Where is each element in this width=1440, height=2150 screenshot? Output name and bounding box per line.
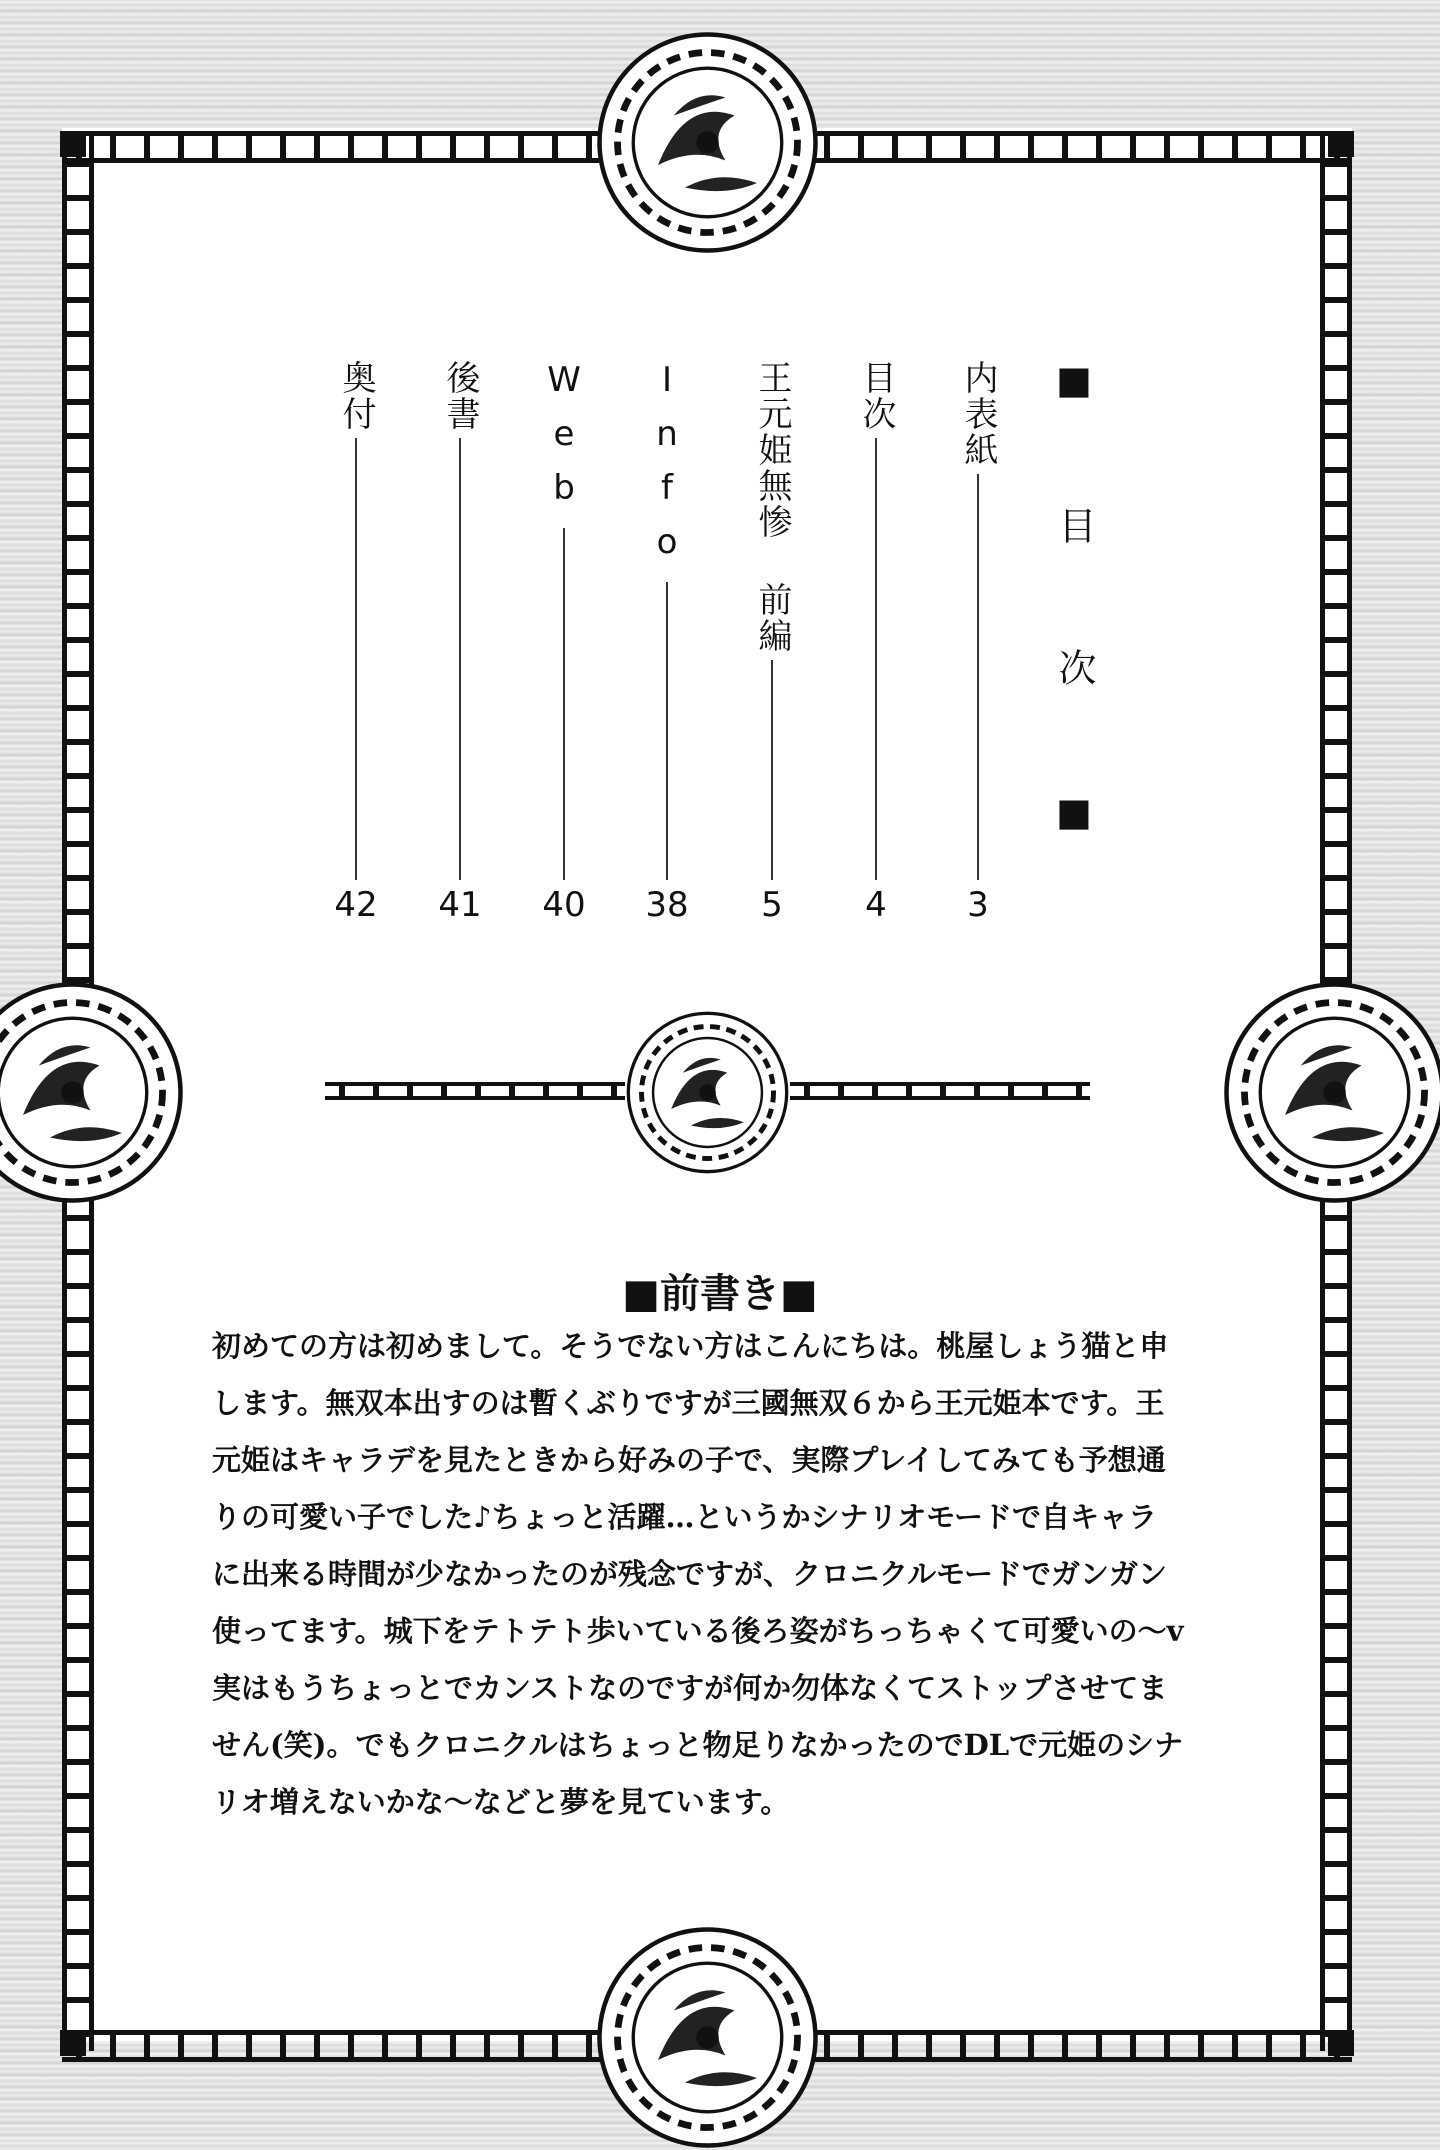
toc-leader-line [563, 528, 565, 880]
frame-corner-bottom-right [1328, 2030, 1354, 2056]
phoenix-medallion-icon [0, 980, 185, 1205]
toc-entry[interactable] [958, 360, 998, 880]
toc-leader-line [977, 474, 979, 880]
toc-entry-title: 王元姫無惨 前編 [752, 360, 792, 654]
preface-line: 元姫はキャラデを見たときから好みの子で、実際プレイしてみても予想通 [212, 1432, 1222, 1489]
phoenix-medallion-icon [625, 1010, 790, 1175]
toc-entry-page: 40 [524, 885, 604, 925]
preface-line: します。無双本出すのは暫くぶりですが三國無双６から王元姫本です。王 [212, 1375, 1222, 1432]
toc-entry[interactable] [440, 360, 480, 880]
toc-entry[interactable] [647, 360, 687, 880]
toc-entry-title: 目次 [856, 360, 896, 432]
toc-leader-line [459, 438, 461, 880]
toc-entry-page: 4 [836, 885, 916, 925]
toc-entry-title: Web [544, 360, 584, 522]
frame-corner-bottom-left [60, 2030, 86, 2056]
center-divider-right [790, 1082, 1090, 1100]
toc-leader-line [666, 582, 668, 880]
preface-heading: ■前書き■ [0, 1262, 1440, 1319]
preface-line: せん(笑)。でもクロニクルはちょっと物足りなかったのでDLで元姫のシナ [212, 1717, 1222, 1774]
toc-entry-page: 3 [938, 885, 1018, 925]
frame-corner-top-right [1328, 131, 1354, 157]
toc-entry-title: 奥付 [336, 360, 376, 432]
toc-entry[interactable] [752, 360, 792, 880]
phoenix-medallion-icon [1222, 980, 1440, 1205]
toc-entry-page: 38 [627, 885, 707, 925]
preface-line: 使ってます。城下をテトテト歩いている後ろ姿がちっちゃくて可愛いの～v [212, 1603, 1222, 1660]
preface-body [212, 1318, 1222, 1831]
toc-entry-page: 41 [420, 885, 500, 925]
toc-leader-line [355, 438, 357, 880]
toc-entry[interactable] [544, 360, 584, 880]
preface-line: りの可愛い子でした♪ちょっと活躍…というかシナリオモードで自キャラ [212, 1489, 1222, 1546]
toc-leader-line [771, 660, 773, 880]
toc-entry-title: 後書 [440, 360, 480, 432]
toc-entry-page: 42 [316, 885, 396, 925]
center-divider-left [325, 1082, 625, 1100]
preface-line: 実はもうちょっとでカンストなのですが何か勿体なくてストップさせてま [212, 1660, 1222, 1717]
preface-line: 初めての方は初めまして。そうでない方はこんにちは。桃屋しょう猫と申 [212, 1318, 1222, 1375]
toc-heading: ■ 目 次 ■ [1062, 358, 1102, 864]
phoenix-medallion-icon [595, 1925, 820, 2150]
toc-entry-title: Info [647, 360, 687, 576]
toc-leader-line [875, 438, 877, 880]
preface-line: リオ増えないかな～などと夢を見ています。 [212, 1774, 1222, 1831]
frame-corner-top-left [60, 131, 86, 157]
toc-entry-page: 5 [732, 885, 812, 925]
toc-entry-title: 内表紙 [958, 360, 998, 468]
toc-entry[interactable] [856, 360, 896, 880]
toc-entry[interactable] [336, 360, 376, 880]
phoenix-medallion-icon [595, 30, 820, 255]
preface-line: に出来る時間が少なかったのが残念ですが、クロニクルモードでガンガン [212, 1546, 1222, 1603]
